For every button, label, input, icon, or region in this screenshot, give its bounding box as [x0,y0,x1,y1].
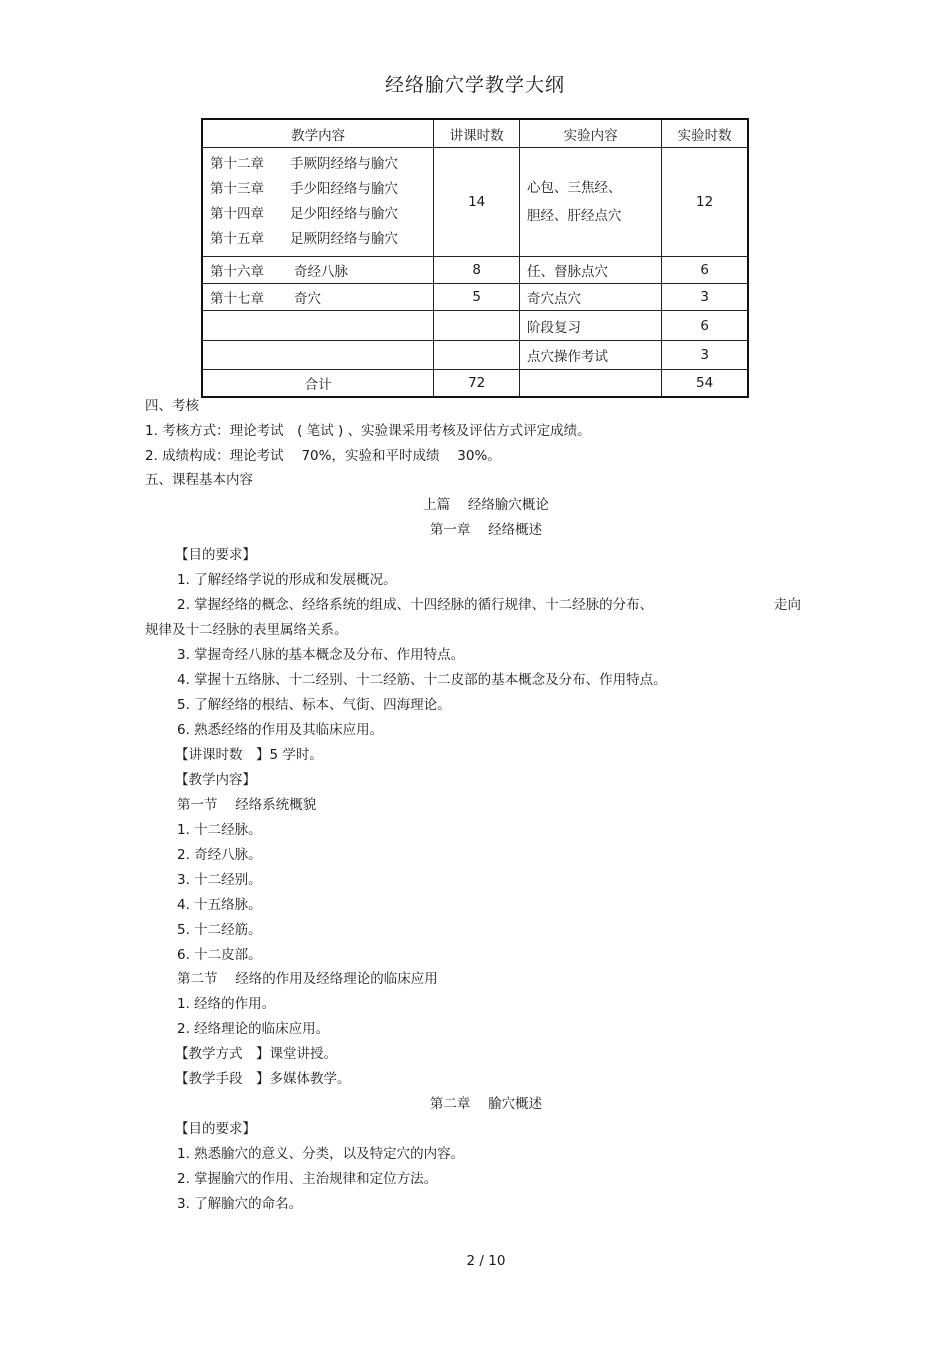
list-item: 4. 十五络脉。 [177,897,262,913]
list-item: 2. 经络理论的临床应用。 [177,1021,330,1037]
list-item-continuation: 走向 [774,597,801,613]
subsection-label: 【教学手段 】多媒体教学。 [175,1071,351,1087]
section-title: 第二节 经络的作用及经络理论的临床应用 [177,971,438,987]
subsection-label: 【教学内容】 [175,772,256,788]
total-experiment-hours: 54 [662,370,748,397]
chapter-line: 第十三章 手少阳经络与腧穴 [210,181,398,197]
list-item: 3. 了解腧穴的命名。 [177,1196,303,1212]
chapter-cell: 第十六章 奇经八脉 [202,257,434,284]
table-row-total [202,370,748,397]
document-title: 经络腧穴学教学大纲 [384,74,565,96]
total-lecture-hours: 72 [434,370,520,397]
experiment-cell: 心包、三焦经、 胆经、肝经点穴 [520,148,662,257]
experiment-cell: 阶段复习 [520,311,662,341]
list-item: 5. 了解经络的根结、标本、气街、四海理论。 [177,697,451,713]
list-item: 1. 熟悉腧穴的意义、分类，以及特定穴的内容。 [177,1146,465,1162]
paragraph: 1. 考核方式：理论考试 ( 笔试 ) 、实验课采用考核及评估方式评定成绩。 [145,423,591,439]
experiment-hours-cell: 6 [662,257,748,284]
chapters-cell [202,148,434,257]
experiment-hours-cell: 3 [662,341,748,370]
list-item: 3. 十二经别。 [177,872,262,888]
experiment-cell: 点穴操作考试 [520,341,662,370]
experiment-cell: 奇穴点穴 [520,284,662,311]
header-lecture-hours: 讲课时数 [434,119,520,148]
list-item: 2. 掌握经络的概念、经络系统的组成、十四经脉的循行规律、十二经脉的分布、 [177,597,654,613]
list-item: 1. 经络的作用。 [177,996,276,1012]
list-item: 2. 奇经八脉。 [177,847,262,863]
table-row-exam [202,341,748,370]
page-number: 2 / 10 [466,1253,506,1269]
chapter-line: 第十五章 足厥阴经络与腧穴 [210,231,398,247]
list-item: 1. 了解经络学说的形成和发展概况。 [177,572,397,588]
list-item: 6. 熟悉经络的作用及其临床应用。 [177,722,384,738]
header-experiment-content: 实验内容 [520,119,662,148]
chapter-line: 第十四章 足少阳经络与腧穴 [210,206,398,222]
subsection-label: 【目的要求】 [175,547,256,563]
experiment-hours-cell: 12 [662,148,748,257]
chapter-line: 第十二章 手厥阴经络与腧穴 [210,156,398,172]
lecture-hours-cell: 14 [434,148,520,257]
experiment-cell: 任、督脉点穴 [520,257,662,284]
chapter-heading: 第二章 腧穴概述 [429,1096,543,1112]
total-label: 合计 [202,370,434,397]
section-heading: 四、考核 [145,398,199,414]
subsection-label: 【教学方式 】课堂讲授。 [175,1046,337,1062]
experiment-hours-cell: 6 [662,311,748,341]
part-heading: 上篇 经络腧穴概论 [423,497,549,513]
list-item: 4. 掌握十五络脉、十二经别、十二经筋、十二皮部的基本概念及分布、作用特点。 [177,672,667,688]
table-row-review [202,311,748,341]
syllabus-table [201,118,749,398]
list-item: 5. 十二经筋。 [177,922,262,938]
chapter-heading: 第一章 经络概述 [429,522,543,538]
list-item: 6. 十二皮部。 [177,947,262,963]
table-row-group1 [202,148,748,257]
table-row-ch16 [202,257,748,284]
list-item-continuation: 规律及十二经脉的表里属络关系。 [145,622,348,638]
section-heading: 五、课程基本内容 [145,472,253,488]
table-header-row [202,119,748,148]
chapter-cell: 第十七章 奇穴 [202,284,434,311]
table-row-ch17 [202,284,748,311]
header-teaching-content: 教学内容 [202,119,434,148]
subsection-label: 【讲课时数 】5 学时。 [175,747,323,763]
list-item: 3. 掌握奇经八脉的基本概念及分布、作用特点。 [177,647,465,663]
subsection-label: 【目的要求】 [175,1121,256,1137]
header-experiment-hours: 实验时数 [662,119,748,148]
lecture-hours-cell: 5 [434,284,520,311]
paragraph: 2. 成绩构成：理论考试 70%，实验和平时成绩 30%。 [145,448,501,464]
section-title: 第一节 经络系统概貌 [177,797,317,813]
list-item: 1. 十二经脉。 [177,822,262,838]
experiment-hours-cell: 3 [662,284,748,311]
list-item: 2. 掌握腧穴的作用、主治规律和定位方法。 [177,1171,438,1187]
lecture-hours-cell: 8 [434,257,520,284]
